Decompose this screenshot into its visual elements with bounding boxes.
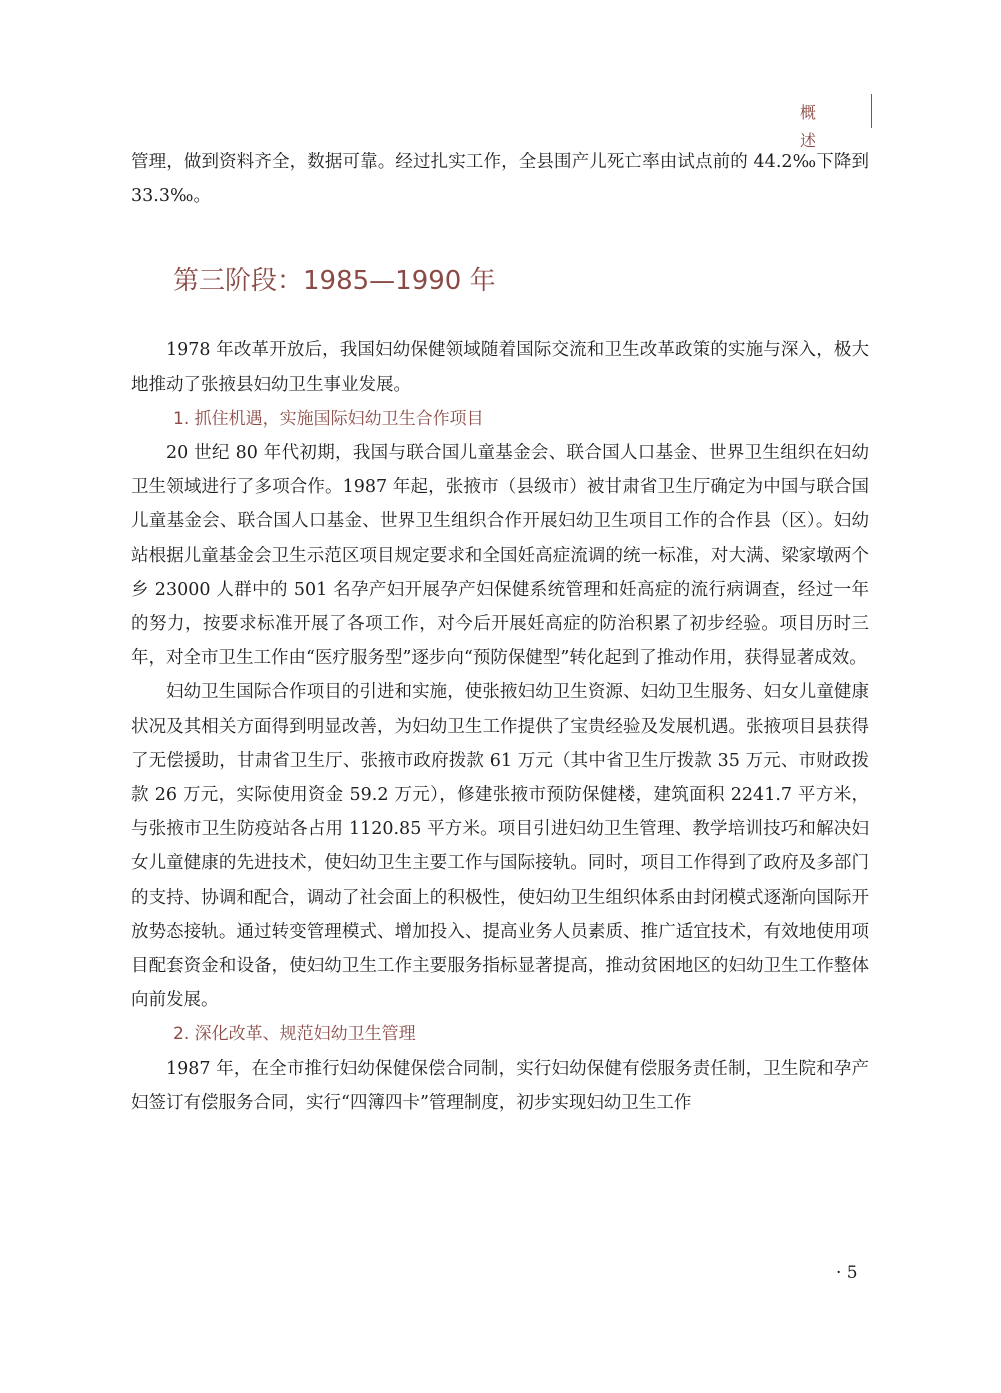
running-head: 概 述 [800,103,829,150]
intro-paragraph: 1978 年改革开放后，我国妇幼保健领域随着国际交流和卫生改革政策的实施与深入，极大地推动了张掖县妇幼卫生事业发展。 [131,340,869,395]
section-title: 第三阶段：1985—1990 年 [173,266,496,297]
page-body [131,145,869,1120]
header-rule [871,94,872,128]
paragraph-2: 1987 年，在全市推行妇幼保健保偿合同制，实行妇幼保健有偿服务责任制，卫生院和孕产妇签订有偿服务合同，实行“四簿四卡”管理制度，初步实现妇幼卫生工作 [131,1058,869,1113]
paragraph-1b: 妇幼卫生国际合作项目的引进和实施，使张掖妇幼卫生资源、妇幼卫生服务、妇女儿童健康状况及其相关方面得到明显改善，为妇幼卫生工作提供了宝贵经验及发展机遇。张掖项目县获得了无偿援助，甘肃省卫生厅、张掖市政府拨款 61 万元（其中省卫生厅拨款 35 万元、市财政拨款 26 万元，实际使用资金 59.2 万元），修建张掖市预防保健楼，建筑面积 2241.7 平方米，与张掖市卫生防疫站各占用 1120.85 平方米。项目引进妇幼卫生管理、教学培训技巧和解决妇女儿童健康的先进技术，使妇幼卫生主要工作与国际接轨。同时，项目工作得到了政府及多部门的支持、协调和配合，调动了社会面上的积极性，使妇幼卫生组织体系由封闭模式逐渐向国际开放势态接轨。通过转变管理模式、增加投入、提高业务人员素质、推广适宜技术，有效地使用项目配套资金和设备，使妇幼卫生工作主要服务指标显著提高，推动贫困地区的妇幼卫生工作整体向前发展。 [131,682,869,1011]
subheading-1: 1. 抓住机遇，实施国际妇幼卫生合作项目 [173,408,484,429]
subheading-2: 2. 深化改革、规范妇幼卫生管理 [173,1024,416,1045]
continued-paragraph: 管理，做到资料齐全，数据可靠。经过扎实工作，全县围产儿死亡率由试点前的 44.2‰下降到 33.3‰。 [131,152,869,207]
page-number: · 5 [836,1263,858,1283]
paragraph-1a: 20 世纪 80 年代初期，我国与联合国儿童基金会、联合国人口基金、世界卫生组织在妇幼卫生领域进行了多项合作。1987 年起，张掖市（县级市）被甘肃省卫生厅确定为中国与联合国儿童基金会、联合国人口基金、世界卫生组织合作开展妇幼卫生项目工作的合作县（区）。妇幼站根据儿童基金会卫生示范区项目规定要求和全国妊高症流调的统一标准，对大满、梁家墩两个乡 23000 人群中的 501 名孕产妇开展孕产妇保健系统管理和妊高症的流行病调查，经过一年的努力，按要求标准开展了各项工作，对今后开展妊高症的防治积累了初步经验。项目历时三年，对全市卫生工作由“医疗服务型”逐步向“预防保健型”转化起到了推动作用，获得显著成效。 [131,443,869,669]
